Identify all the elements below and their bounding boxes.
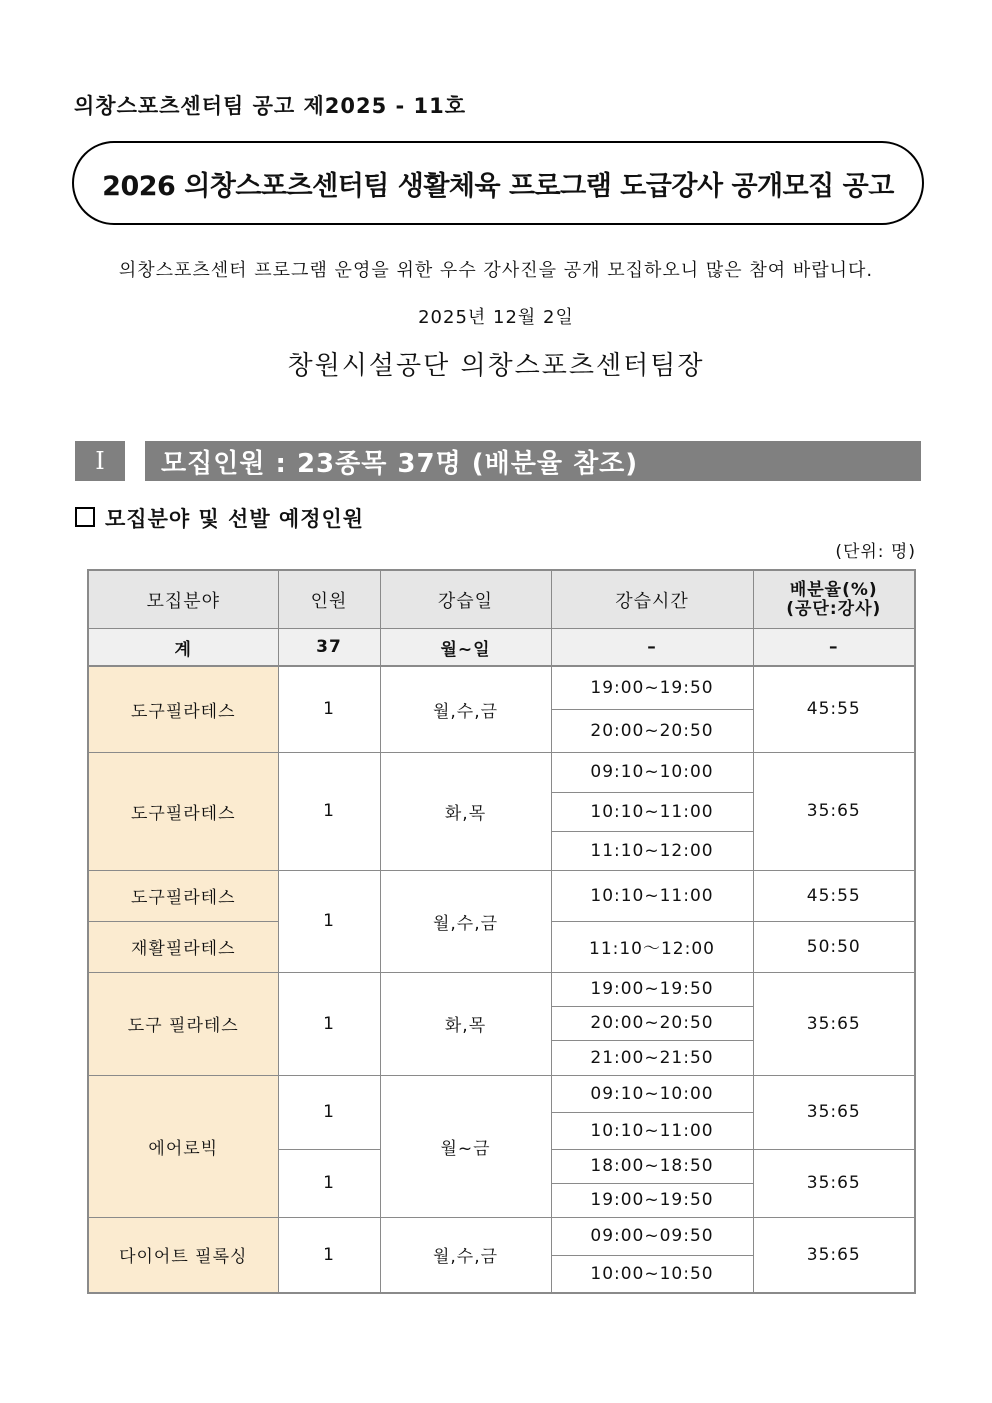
total-time: –: [551, 629, 753, 667]
time-cell: 11:10~12:00: [551, 831, 753, 870]
time-cell: 09:10~10:00: [551, 752, 753, 792]
sub-heading-text: 모집분야 및 선발 예정인원: [105, 507, 365, 531]
count-cell: 1: [278, 666, 380, 752]
notice-number: 의창스포츠센터팀 공고 제2025 - 11호: [74, 94, 467, 118]
ratio-cell: 35:65: [753, 1149, 915, 1217]
table-row: [88, 1217, 915, 1255]
days-cell: 화,목: [380, 752, 551, 870]
time-cell: 20:00~20:50: [551, 709, 753, 752]
time-cell: 10:10~11:00: [551, 870, 753, 921]
field-cell: 도구필라테스: [88, 752, 278, 870]
time-cell: 20:00~20:50: [551, 1006, 753, 1040]
ratio-cell: 35:65: [753, 1217, 915, 1293]
field-cell: 재활필라테스: [88, 921, 278, 972]
total-ratio: –: [753, 629, 915, 667]
field-cell: 도구 필라테스: [88, 972, 278, 1075]
days-cell: 월,수,금: [380, 1217, 551, 1293]
unit-note: (단위: 명): [835, 542, 916, 562]
document-title: 2026 의창스포츠센터팀 생활체육 프로그램 도급강사 공개모집 공고: [102, 170, 894, 202]
count-cell: 1: [278, 1075, 380, 1149]
sub-heading: [75, 503, 364, 533]
time-cell: 18:00~18:50: [551, 1149, 753, 1183]
days-cell: 월,수,금: [380, 870, 551, 972]
time-cell: 10:10~11:00: [551, 1112, 753, 1149]
table-row: [88, 972, 915, 1006]
notice-date: 2025년 12월 2일: [418, 307, 574, 328]
time-cell: 19:00~19:50: [551, 1183, 753, 1217]
ratio-cell: 35:65: [753, 1075, 915, 1149]
header-field: 모집분야: [88, 570, 278, 629]
count-cell: 1: [278, 972, 380, 1075]
days-cell: 화,목: [380, 972, 551, 1075]
table-row: [88, 870, 915, 921]
recruit-table: [87, 569, 916, 1294]
time-cell: 09:00~09:50: [551, 1217, 753, 1255]
field-cell: 에어로빅: [88, 1075, 278, 1217]
field-cell: 다이어트 필록싱: [88, 1217, 278, 1293]
table-row: [88, 1075, 915, 1112]
total-label: 계: [88, 629, 278, 667]
header-days: 강습일: [380, 570, 551, 629]
ratio-cell: 50:50: [753, 921, 915, 972]
time-cell: 10:10~11:00: [551, 792, 753, 831]
time-cell: 09:10~10:00: [551, 1075, 753, 1112]
title-box: [72, 141, 924, 225]
total-count: 37: [278, 629, 380, 667]
ratio-cell: 45:55: [753, 666, 915, 752]
header-ratio-line2: (공단:강사): [786, 598, 882, 619]
section-number: Ⅰ: [75, 441, 125, 481]
issuer: 창원시설공단 의창스포츠센터팀장: [287, 351, 705, 381]
table-header-row: [88, 570, 915, 629]
checkbox-square-icon: [75, 507, 95, 527]
days-cell: 월,수,금: [380, 666, 551, 752]
header-time: 강습시간: [551, 570, 753, 629]
count-cell: 1: [278, 1217, 380, 1293]
header-ratio: [753, 570, 915, 629]
time-cell: 10:00~10:50: [551, 1255, 753, 1293]
intro-text: 의창스포츠센터 프로그램 운영을 위한 우수 강사진을 공개 모집하오니 많은 참여 바랍니다.: [118, 260, 874, 281]
field-cell: 도구필라테스: [88, 666, 278, 752]
days-cell: 월~금: [380, 1075, 551, 1217]
ratio-cell: 45:55: [753, 870, 915, 921]
time-cell: 19:00~19:50: [551, 666, 753, 709]
time-cell: 11:10～12:00: [551, 921, 753, 972]
total-days: 월~일: [380, 629, 551, 667]
section-title: 모집인원 : 23종목 37명 (배분율 참조): [145, 441, 921, 481]
count-cell: 1: [278, 1149, 380, 1217]
ratio-cell: 35:65: [753, 752, 915, 870]
count-cell: 1: [278, 752, 380, 870]
header-count: 인원: [278, 570, 380, 629]
total-row: [88, 629, 915, 667]
header-ratio-line1: 배분율(%): [789, 579, 878, 600]
count-cell: 1: [278, 870, 380, 972]
ratio-cell: 35:65: [753, 972, 915, 1075]
time-cell: 21:00~21:50: [551, 1040, 753, 1075]
table-row: [88, 666, 915, 709]
table-row: [88, 752, 915, 792]
time-cell: 19:00~19:50: [551, 972, 753, 1006]
field-cell: 도구필라테스: [88, 870, 278, 921]
